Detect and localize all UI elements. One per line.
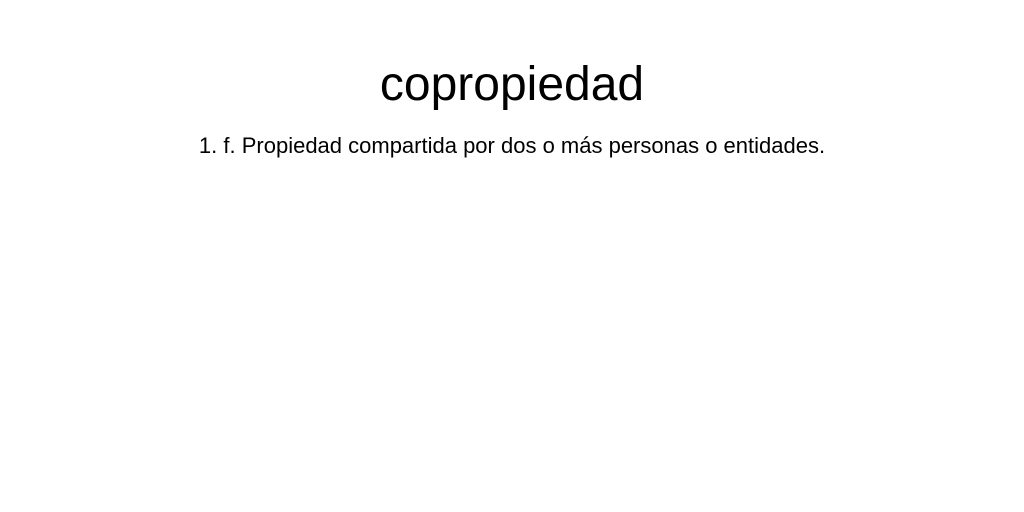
definition-1: 1. f. Propiedad compartida por dos o más personas o entidades. [198, 133, 826, 158]
headword: copropiedad [379, 58, 645, 111]
